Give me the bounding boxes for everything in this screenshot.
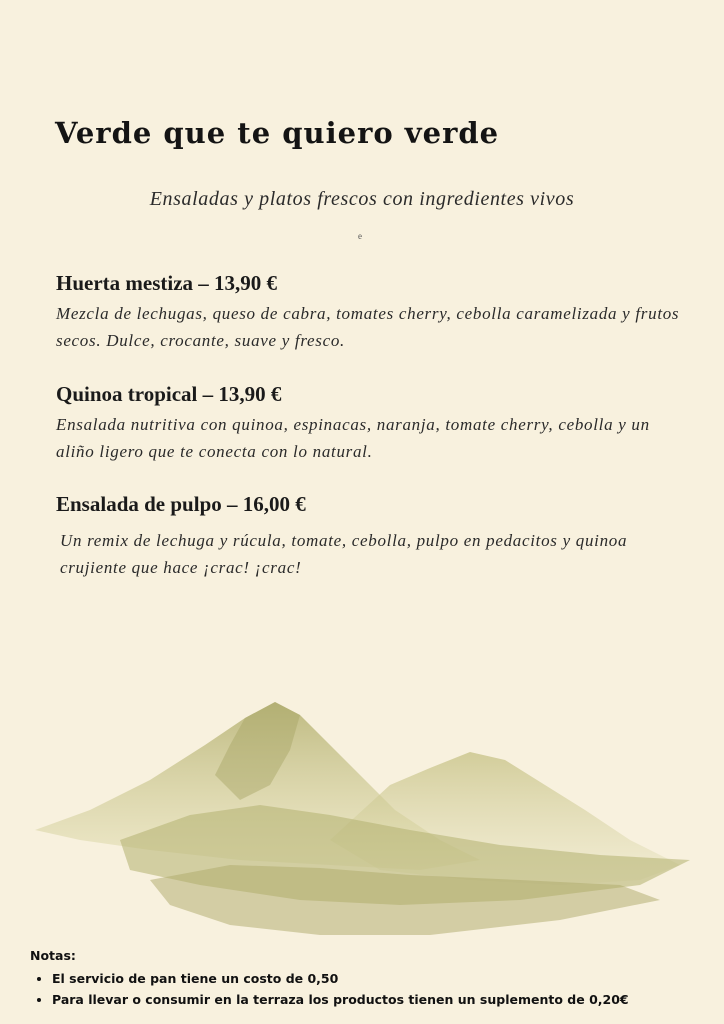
page-subtitle: Ensaladas y platos frescos con ingredientes vivos	[149, 188, 575, 210]
notes-section	[30, 948, 629, 1010]
menu-item-ensalada-pulpo	[56, 492, 686, 581]
menu-item-quinoa-tropical	[56, 382, 686, 465]
decorative-mark: e	[358, 231, 362, 241]
menu-item-huerta-mestiza	[56, 271, 686, 354]
mountains-illustration	[0, 690, 724, 950]
menu-item-heading: Ensalada de pulpo – 16,00 €	[56, 492, 306, 516]
menu-item-description: Ensalada nutritiva con quinoa, espinacas, naranja, tomate cherry, cebolla y un aliño ligero que te conecta con lo natural.	[56, 415, 650, 461]
page-title: Verde que te quiero verde	[55, 116, 500, 150]
notes-title: Notas:	[30, 948, 76, 963]
notes-list	[30, 968, 629, 1010]
menu-item-heading: Huerta mestiza – 13,90 €	[56, 271, 278, 295]
menu-item-heading: Quinoa tropical – 13,90 €	[56, 382, 282, 406]
menu-item-description: Mezcla de lechugas, queso de cabra, tomates cherry, cebolla caramelizada y frutos secos. Dulce, crocante, suave y fresco.	[56, 304, 680, 350]
note-item: • El servicio de pan tiene un costo de 0,50	[52, 968, 629, 989]
menu-item-description: Un remix de lechuga y rúcula, tomate, cebolla, pulpo en pedacitos y quinoa crujiente que hace ¡crac! ¡crac!	[60, 531, 628, 577]
note-item: • Para llevar o consumir en la terraza los productos tienen un suplemento de 0,20€	[52, 989, 629, 1010]
